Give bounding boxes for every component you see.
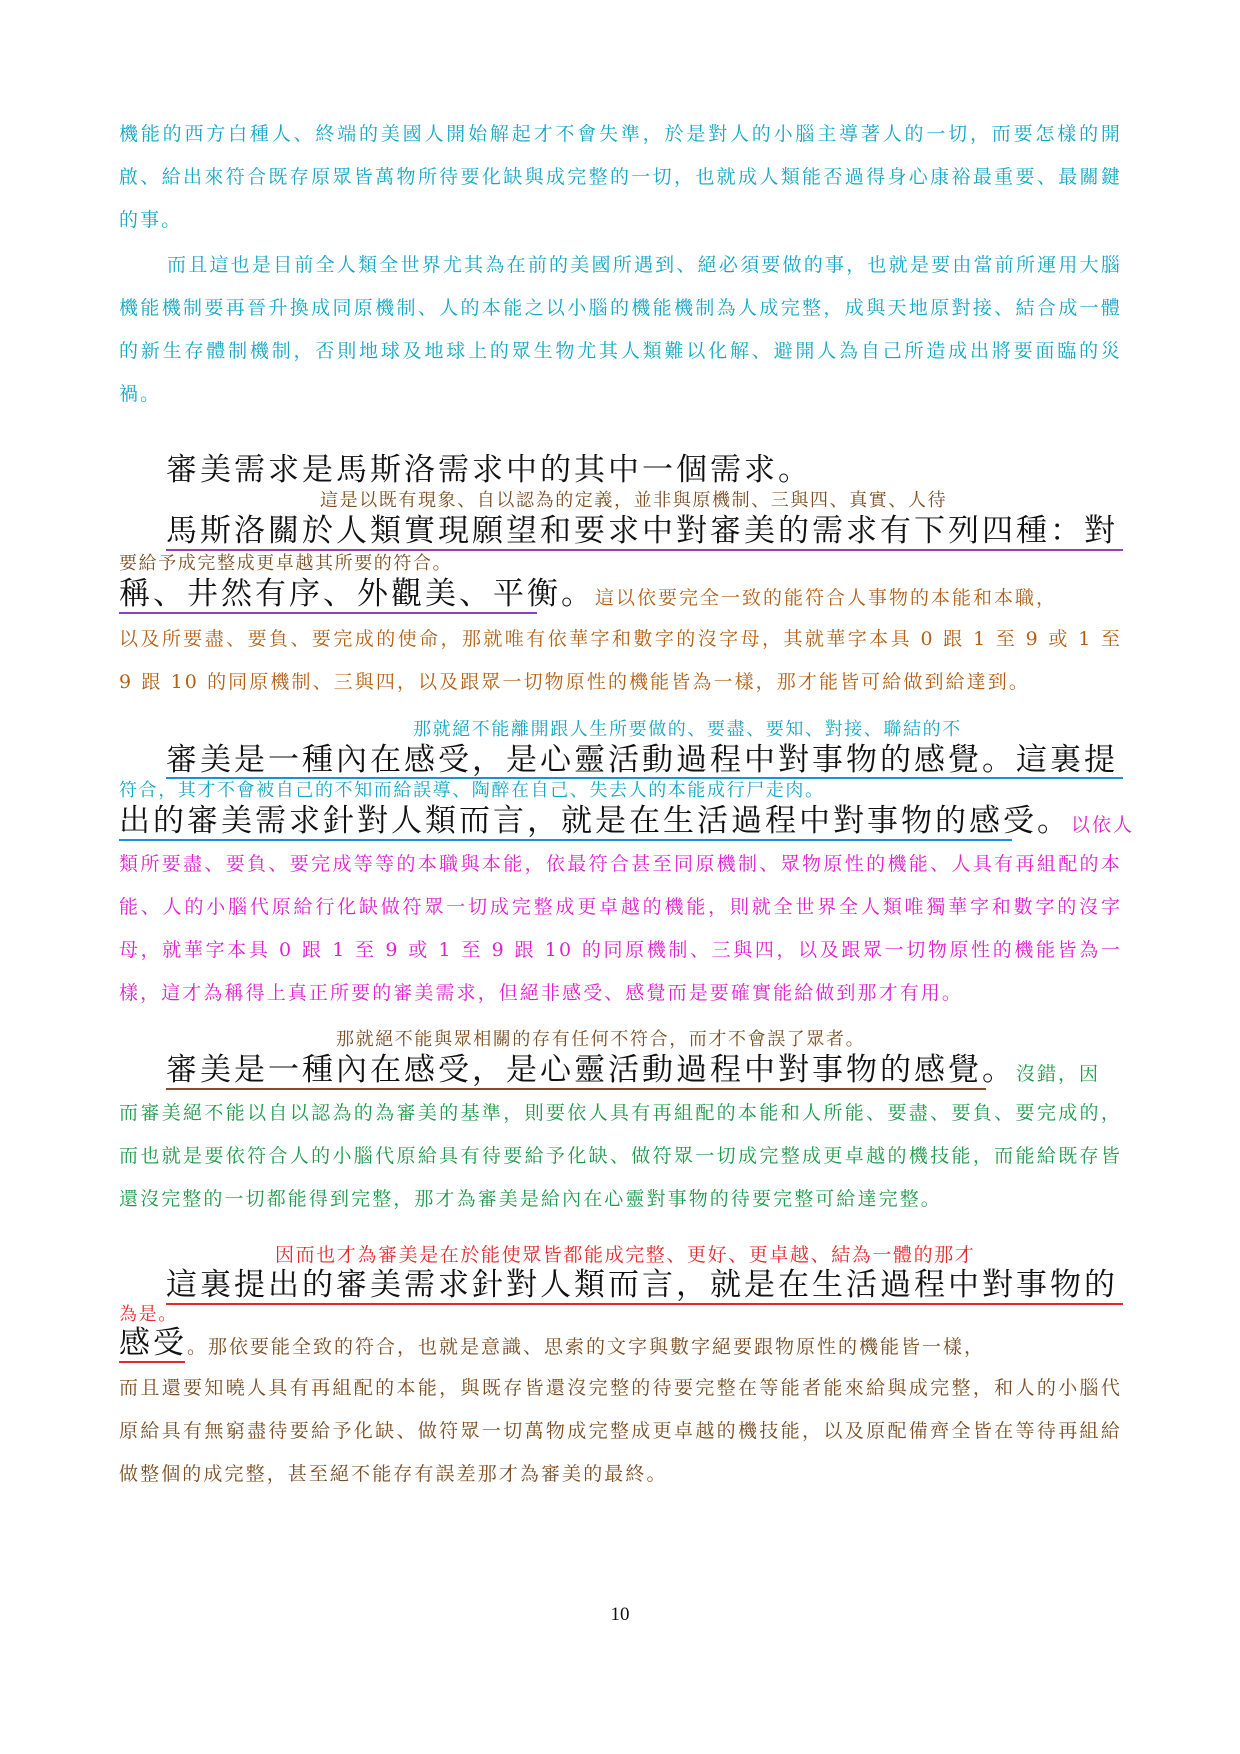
section1-line-3-tail: 這以依要完全一致的能符合人事物的本能和本職， <box>595 587 1058 609</box>
section2-body <box>119 843 1122 1015</box>
section2-line-1: 審美是一種內在感受，是心靈活動過程中對事物的感覺。這裏提 <box>166 742 1118 778</box>
section4-body <box>119 1367 1122 1496</box>
section1-paragraph: 以及所要盡、要負、要完成的使命，那就唯有依華字和數字的沒字母，其就華字本具 0 跟 1 至 9 或 1 至 9 跟 10 的同原機制、三與四，以及跟眾一切物原性的機能皆為一樣，那才能皆可給做到給達到。 <box>119 628 1122 693</box>
section4-note-mid: 為是。 <box>119 1304 178 1325</box>
section2-paragraph: 類所要盡、要負、要完成等等的本職與本能，依最符合甚至同原機制、眾物原性的機能、人具有再組配的本能、人的小腦代原給行化缺做符眾一切成完整成更卓越的機能，則就全世界全人類唯獨華字和數字的沒字母，就華字本具 0 跟 1 至 9 或 1 至 9 跟 10 的同原機制、三與四，以及跟眾一切物原性的機能皆為一樣，這才為稱得上真正所要的審美需求，但絕非感受、感覺而是要確實能給做到那才有用。 <box>119 853 1122 1004</box>
section1-line-3-period: 。 <box>561 576 595 612</box>
section2-underline-1 <box>166 777 1123 779</box>
section1-note-mid: 要給予成完整成更卓越其所要的符合。 <box>119 553 453 574</box>
section3-line-1 <box>166 1049 1100 1091</box>
section3-line-1-tail: 沒錯，因 <box>1016 1063 1101 1085</box>
section1-body <box>119 618 1122 704</box>
section1-line-3 <box>119 573 1057 615</box>
section1-line-3-highlight: 稱、井然有序、外觀美、平衡 <box>119 576 561 612</box>
section1-note-top: 這是以既有現象、自以認為的定義，並非與原機制、三與四、真實、人待 <box>320 490 948 511</box>
section3-line-1-period: 。 <box>982 1052 1016 1088</box>
section4-paragraph: 而且還要知曉人具有再組配的本能，與既存皆還沒完整的待要完整在等能者能來給與成完整，和人的小腦代原給具有無窮盡待要給予化缺、做符眾一切萬物成完整成更卓越的機技能，以及原配備齊全皆在等待再組給做整個的成完整，甚至絕不能存有誤差那才為審美的最終。 <box>119 1377 1122 1485</box>
section2-line-2-tail: 以依人 <box>1071 814 1135 836</box>
section1-line-2: 馬斯洛關於人類實現願望和要求中對審美的需求有下列四種：對 <box>166 513 1118 549</box>
section4-line-2-tail: 。那依要能全致的符合，也就是意識、思索的文字與數字絕要跟物原性的機能皆一樣， <box>187 1336 986 1358</box>
section4-line-1: 這裏提出的審美需求針對人類而言，就是在生活過程中對事物的 <box>166 1267 1118 1303</box>
section3-note-top: 那就絕不能與眾相關的存有任何不符合，而才不會誤了眾者。 <box>336 1029 866 1050</box>
section1-underline-1 <box>166 549 1123 551</box>
section4-note-top: 因而也才為審美是在於能使眾皆都能成完整、更好、更卓越、結為一體的那才 <box>275 1244 976 1266</box>
section4-line-2 <box>119 1322 985 1364</box>
section2-note-top: 那就絕不能離開跟人生所要做的、要盡、要知、對接、聯結的不 <box>413 719 962 740</box>
section3-underline <box>166 1088 986 1090</box>
section2-line-2-highlight: 出的審美需求針對人類而言，就是在生活過程中對事物的感受 <box>119 803 1037 839</box>
section2-line-2-period: 。 <box>1037 803 1071 839</box>
section3-paragraph: 而審美絕不能以自以認為的為審美的基準，則要依人具有再組配的本能和人所能、要盡、要負、要完成的，而也就是要依符合人的小腦代原給具有待要給予化缺、做符眾一切成完整成更卓越的機技能，而能給既存皆還沒完整的一切都能得到完整，那才為審美是給內在心靈對事物的待要完整可給達完整。 <box>119 1102 1122 1210</box>
section1-heading: 審美需求是馬斯洛需求中的其中一個需求。 <box>166 452 812 488</box>
section3-body <box>119 1092 1122 1221</box>
section4-line-2-highlight: 感受 <box>119 1325 187 1361</box>
section3-line-1-highlight: 審美是一種內在感受，是心靈活動過程中對事物的感覺 <box>166 1052 982 1088</box>
section2-note-mid: 符合，其才不會被自己的不知而給誤導、陶醉在自己、失去人的本能成行尸走肉。 <box>119 780 825 801</box>
section1-underline-2 <box>119 612 537 614</box>
intro-paragraph-1: 機能的西方白種人、終端的美國人開始解起才不會失準，於是對人的小腦主導著人的一切，而要怎樣的開啟、給出來符合既存原眾皆萬物所待要化缺與成完整的一切，也就成人類能否過得身心康裕最重要、最關鍵的事。 <box>119 123 1122 231</box>
section2-line-2 <box>119 800 1134 842</box>
section2-underline-2 <box>119 839 1012 841</box>
section4-underline-1 <box>166 1303 1123 1305</box>
intro-paragraph-2: 而且這也是目前全人類全世界尤其為在前的美國所遇到、絕必須要做的事，也就是要由當前所運用大腦機能機制要再晉升換成同原機制、人的本能之以小腦的機能機制為人成完整，成與天地原對接、結合成一體的新生存體制機制，否則地球及地球上的眾生物尤其人類難以化解、避開人為自己所造成出將要面臨的災禍。 <box>119 254 1122 405</box>
page-number: 10 <box>610 1604 630 1625</box>
intro-block <box>119 113 1122 416</box>
section4-underline-2 <box>119 1361 185 1363</box>
